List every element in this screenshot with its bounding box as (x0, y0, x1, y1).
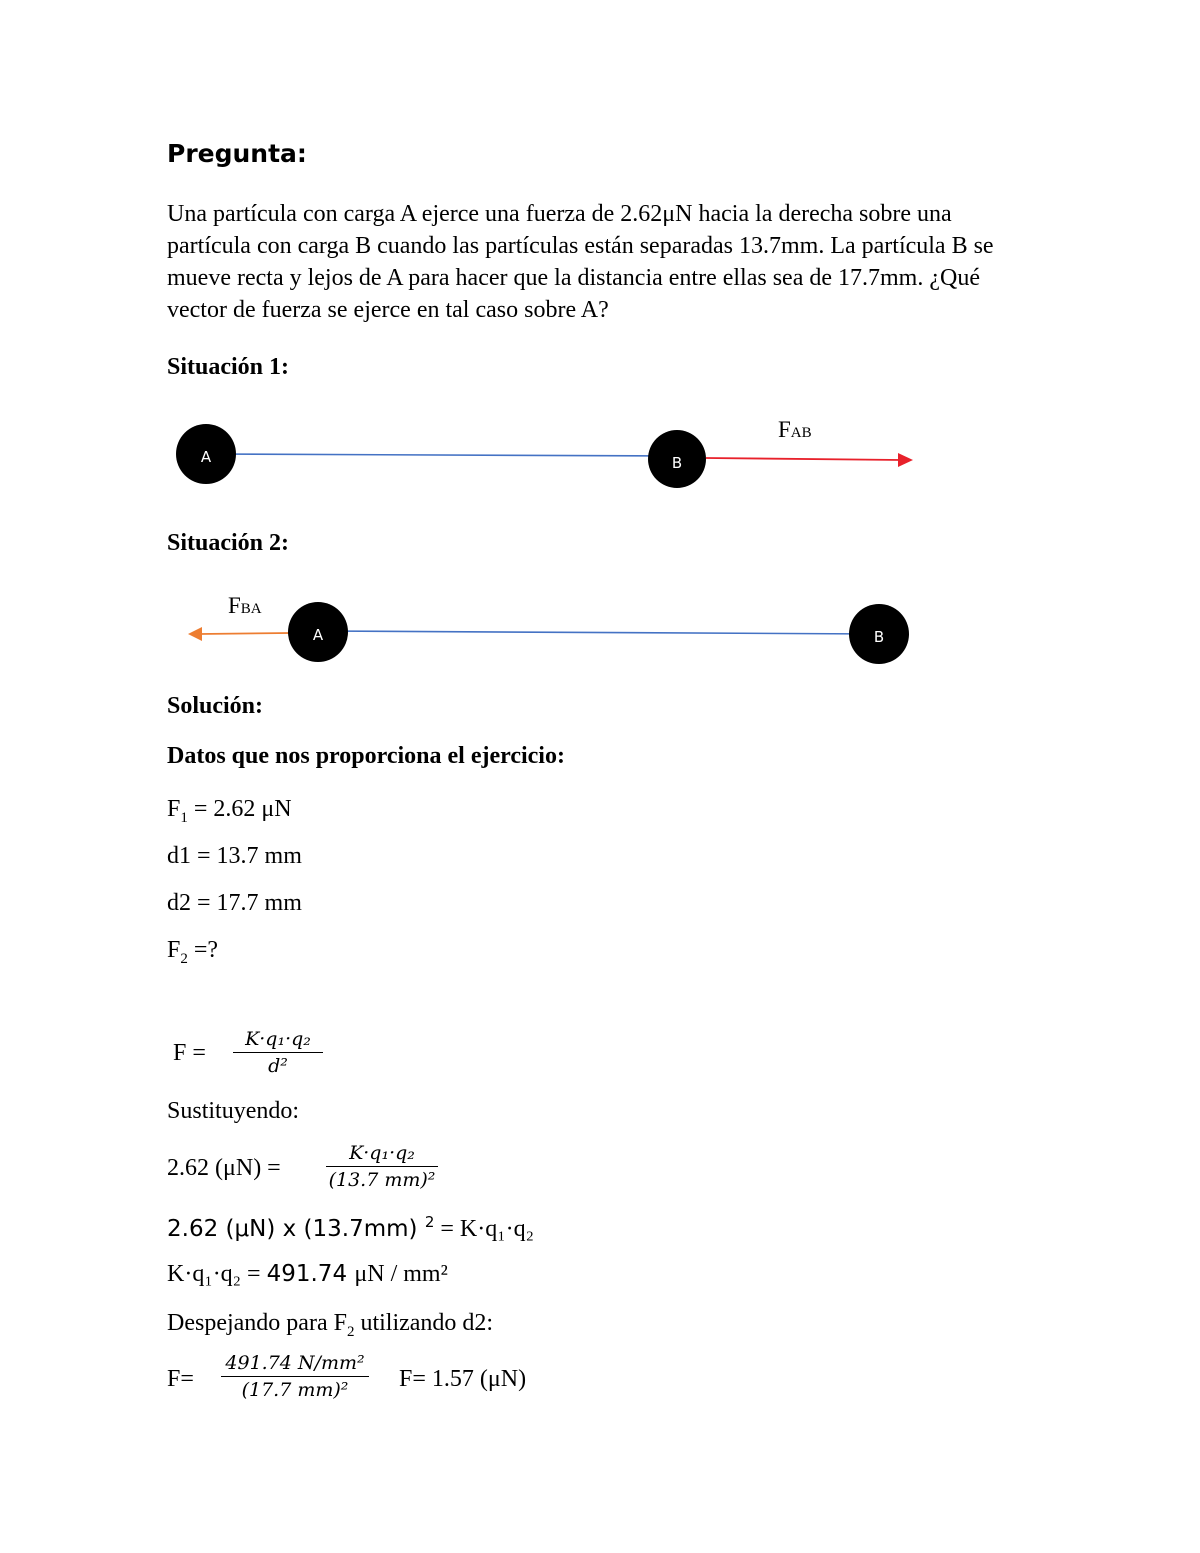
despejando-label: Despejando para $F_2$ utilizando d2: (167, 1310, 494, 1340)
final-fraction (221, 1352, 369, 1401)
data-f2: $F_2$ =? (167, 937, 219, 967)
charge-b-label-1: B (671, 454, 683, 472)
sustituyendo-label: Sustituyendo: (167, 1098, 300, 1124)
situacion-2-title: Situación 2: (167, 530, 290, 556)
question-text: Una partícula con carga A ejerce una fuerza de 2.62μN hacia la derecha sobre una partícula con carga B cuando las partículas están separadas 13.7mm. La partícula B se mueve recta y lejos de A para hacer que la distancia entre ellas sea de 17.7mm. ¿Qué vector de fuerza se ejerce en tal caso sobre A? (167, 201, 994, 323)
final-numerator: 491.74 N/mm² (225, 1352, 365, 1374)
datos-title: Datos que nos proporciona el ejercicio: (167, 743, 565, 769)
solucion-title: Solución: (167, 693, 264, 719)
force-ab-arrow-head (898, 453, 913, 467)
force-ab-label: FAB (778, 417, 812, 442)
formula-lhs: F = (173, 1040, 206, 1066)
separation-line-1 (207, 454, 677, 456)
formula-fraction (233, 1028, 323, 1077)
charge-a-label-1: A (200, 448, 212, 466)
substitution-denominator: (13.7 mm)² (328, 1169, 436, 1191)
force-ab-arrow-shaft (706, 458, 902, 460)
force-ba-arrow-head (188, 627, 202, 641)
data-f1: $F_1 = 2.62$ μN (167, 796, 292, 826)
final-result: F= 1.57 (μN) (399, 1366, 527, 1392)
force-ba-label: FBA (228, 593, 262, 618)
substitution-fraction (326, 1142, 438, 1191)
charge-b-label-2: B (873, 628, 885, 646)
substitution-lhs: 2.62 (μN) = (167, 1155, 281, 1181)
force-ba-arrow-shaft (200, 633, 290, 634)
data-d2: d2 = 17.7 mm (167, 890, 302, 916)
data-d1: d1 = 13.7 mm (167, 843, 302, 869)
equation-line-3: 2.62 (μN) x (13.7mm) $^2$ = K·q₁·q₂ (167, 1213, 534, 1242)
question-heading: Pregunta: (167, 139, 307, 168)
situacion-1-title: Situación 1: (167, 354, 290, 380)
final-lhs: F= (167, 1366, 194, 1392)
separation-line-2 (318, 631, 879, 634)
substitution-numerator: K·q₁·q₂ (349, 1142, 415, 1164)
equation-line-4: K·q₁·q₂ = 491.74 μN / mm² (167, 1261, 448, 1287)
charge-a-label-2: A (312, 626, 324, 644)
formula-denominator: d² (268, 1055, 288, 1077)
formula-numerator: K·q₁·q₂ (245, 1028, 311, 1050)
final-denominator: (17.7 mm)² (241, 1379, 349, 1401)
